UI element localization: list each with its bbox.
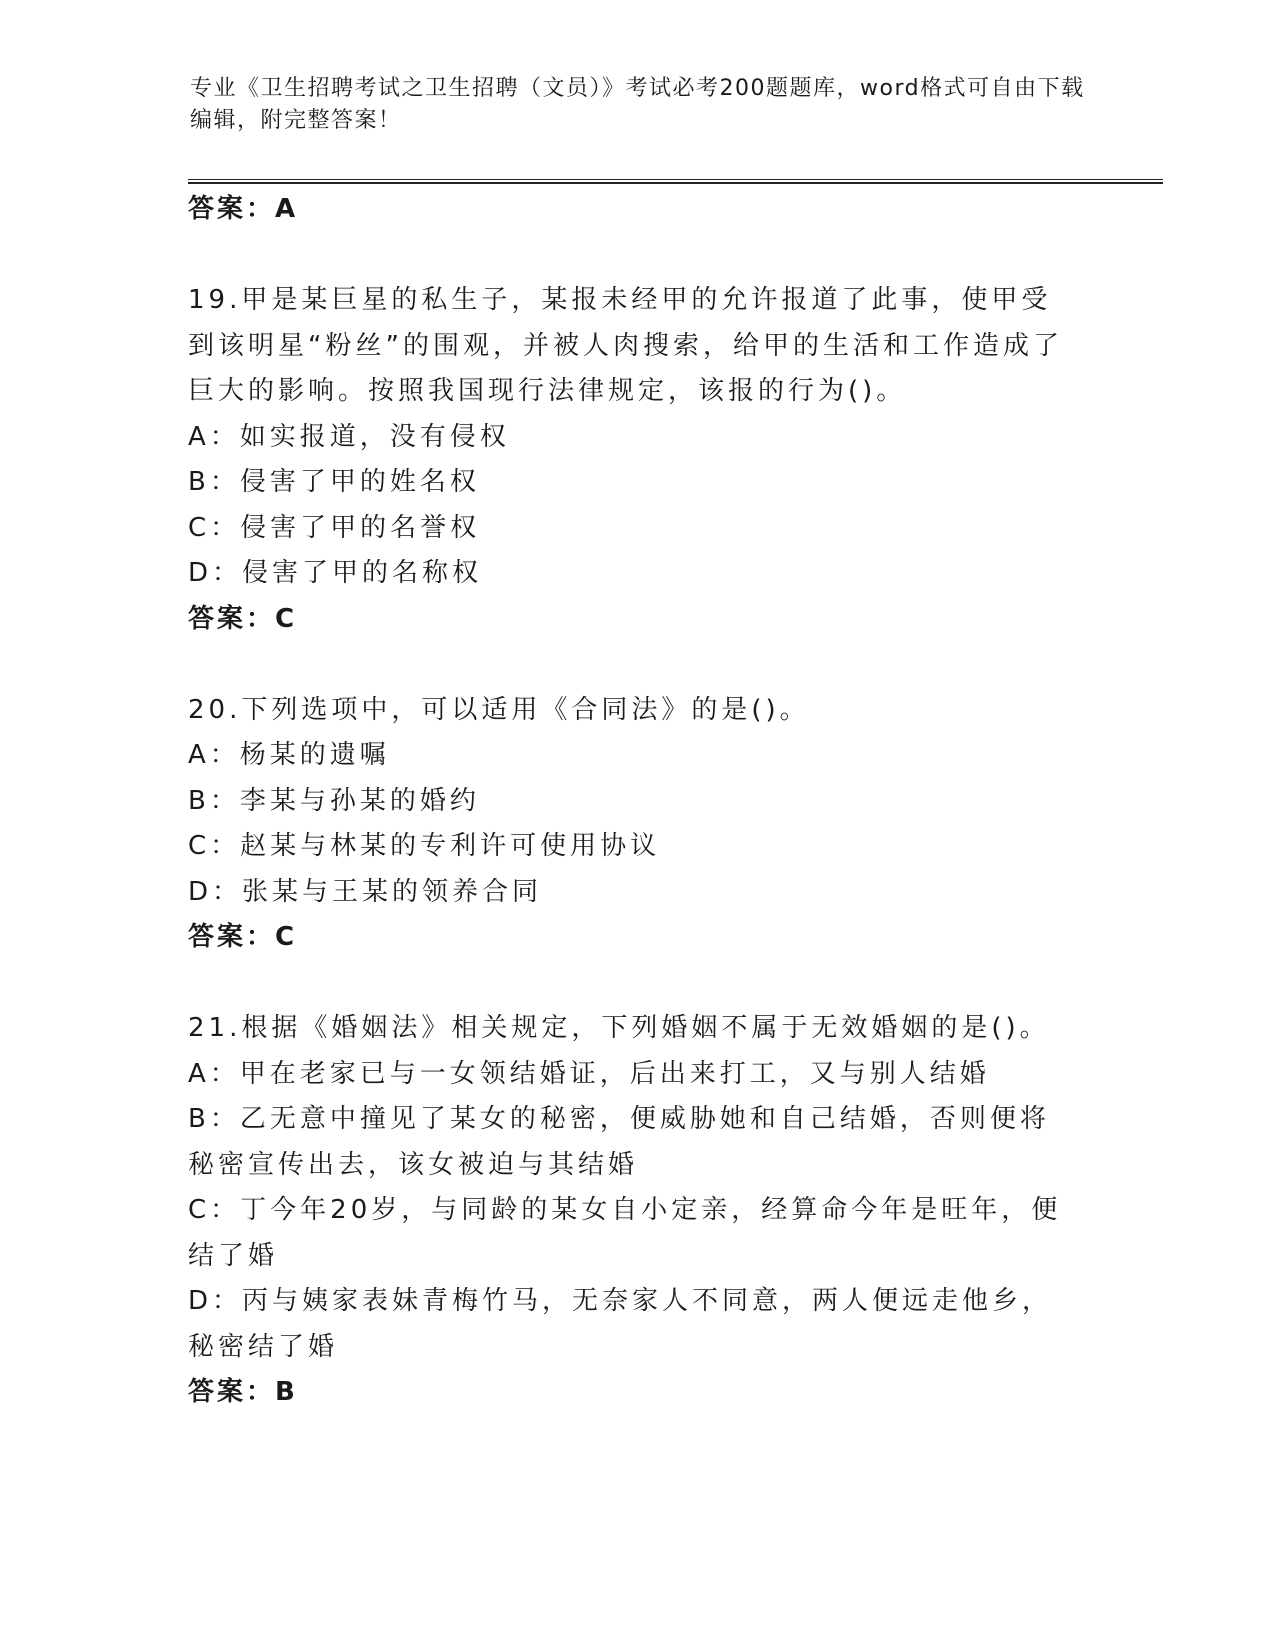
question-block bbox=[188, 278, 1078, 642]
option-c: C：丁今年20岁，与同龄的某女自小定亲，经算命今年是旺年，便结了婚 bbox=[188, 1195, 1062, 1271]
answer: 答案：C bbox=[188, 603, 298, 634]
header-divider-thick bbox=[188, 182, 1163, 184]
option-a: A：如实报道，没有侵权 bbox=[188, 421, 510, 452]
option-d: D：侵害了甲的名称权 bbox=[188, 558, 483, 588]
question-block bbox=[188, 1006, 1078, 1416]
option-d: D：丙与姨家表妹青梅竹马，无奈家人不同意，两人便远走他乡，秘密结了婚 bbox=[188, 1286, 1053, 1362]
question-stem: 21.根据《婚姻法》相关规定，下列婚姻不属于无效婚姻的是()。 bbox=[188, 1013, 1050, 1043]
option-b: B：侵害了甲的姓名权 bbox=[188, 467, 480, 497]
option-c: C：侵害了甲的名誉权 bbox=[188, 512, 481, 543]
question-stem: 19.甲是某巨星的私生子，某报未经甲的允许报道了此事，使甲受到该明星“粉丝”的围观，并被人肉搜索，给甲的生活和工作造成了巨大的影响。按照我国现行法律规定，该报的行为()。 bbox=[188, 285, 1063, 406]
option-b: B：李某与孙某的婚约 bbox=[188, 785, 480, 816]
option-b: B：乙无意中撞见了某女的秘密，便威胁她和自己结婚，否则便将秘密宣传出去，该女被迫与其结婚 bbox=[188, 1104, 1050, 1180]
answer: 答案：B bbox=[188, 1377, 298, 1407]
question-list bbox=[188, 187, 1078, 1416]
spacer bbox=[188, 233, 1078, 279]
previous-answer: 答案：A bbox=[188, 194, 299, 224]
spacer bbox=[188, 642, 1078, 688]
option-c: C：赵某与林某的专利许可使用协议 bbox=[188, 831, 661, 861]
answer: 答案：C bbox=[188, 922, 298, 952]
header-divider-thin bbox=[188, 179, 1163, 180]
question-stem: 20.下列选项中，可以适用《合同法》的是()。 bbox=[188, 694, 810, 725]
option-a: A：甲在老家已与一女领结婚证，后出来打工，又与别人结婚 bbox=[188, 1058, 990, 1089]
option-a: A：杨某的遗嘱 bbox=[188, 740, 390, 770]
option-d: D：张某与王某的领养合同 bbox=[188, 876, 543, 907]
document-header: 专业《卫生招聘考试之卫生招聘（文员）》考试必考200题题库，word格式可自由下载编辑，附完整答案！ bbox=[190, 76, 1085, 133]
question-block bbox=[188, 688, 1078, 961]
spacer bbox=[188, 961, 1078, 1007]
